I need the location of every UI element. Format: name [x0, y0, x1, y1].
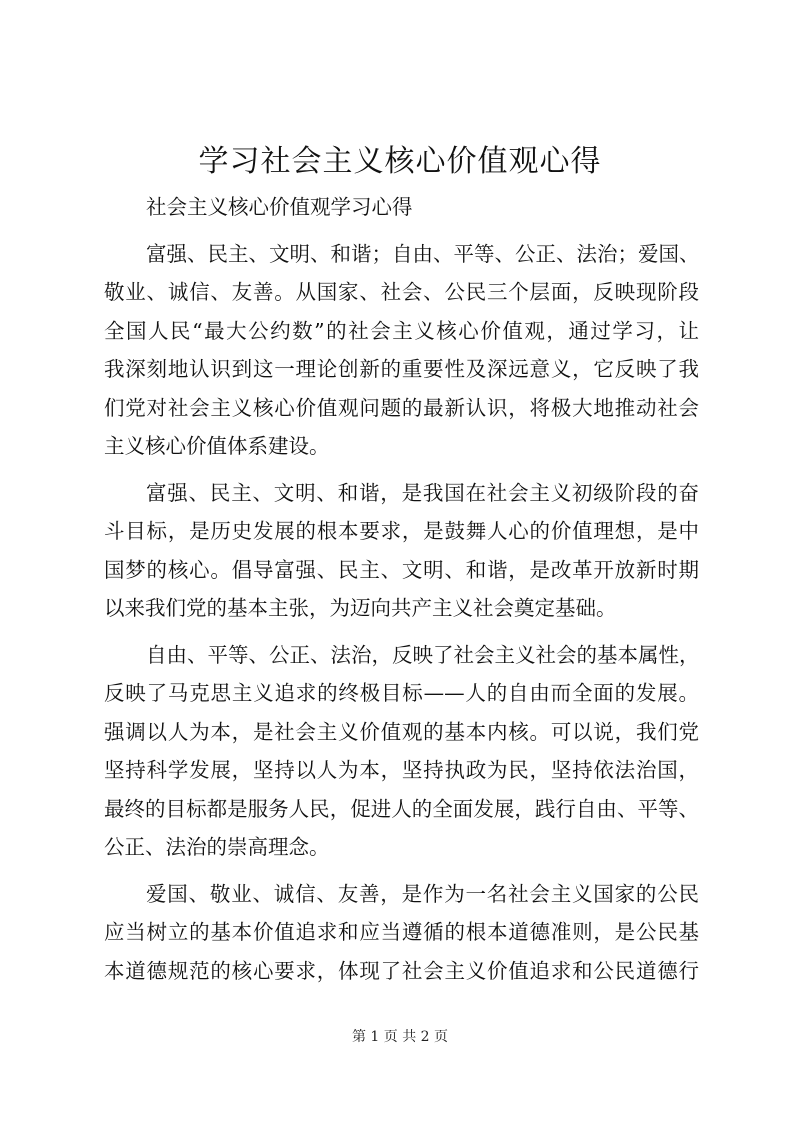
paragraph-gap: [104, 867, 699, 875]
paragraph-line: 我深刻地认识到这一理论创新的重要性及深远意义，它反映了我: [104, 357, 699, 381]
paragraph-line: 自由、平等、公正、法治，反映了社会主义社会的基本属性，: [146, 642, 700, 667]
paragraph-gap: [104, 628, 699, 636]
paragraph-line: 国梦的核心。倡导富强、民主、文明、和谐，是改革开放新时期: [104, 557, 699, 582]
paragraph-line: 全国人民“最大公约数”的社会主义核心价值观，通过学习，让: [104, 318, 699, 343]
subtitle-line: 社会主义核心价值观学习心得: [146, 195, 413, 219]
paragraph-line: 富强、民主、文明、和谐；自由、平等、公正、法治；爱国、: [146, 241, 700, 266]
paragraph-line: 富强、民主、文明、和谐，是我国在社会主义初级阶段的奋: [146, 480, 699, 505]
paragraph-line: 斗目标，是历史发展的根本要求，是鼓舞人心的价值理想，是中: [104, 519, 699, 543]
paragraph-line: 敬业、诚信、友善。从国家、社会、公民三个层面，反映现阶段: [104, 280, 699, 304]
document-body: [104, 188, 699, 990]
paragraph-line: 最终的目标都是服务人民，促进人的全面发展，践行自由、平等、: [104, 796, 699, 821]
paragraph-line: 应当树立的基本价值追求和应当遵循的根本道德准则，是公民基: [104, 920, 699, 944]
paragraph-gap: [104, 227, 699, 235]
paragraph-line: 爱国、敬业、诚信、友善，是作为一名社会主义国家的公民: [146, 881, 699, 906]
paragraph-line: 主义核心价值体系建设。: [104, 434, 330, 458]
paragraph-line: 本道德规范的核心要求，体现了社会主义价值追求和公民道德行: [104, 958, 699, 983]
paragraph-line: 坚持科学发展，坚持以人为本，坚持执政为民，坚持依法治国，: [104, 758, 699, 782]
page-number-footer: 第 1 页 共 2 页: [351, 1029, 449, 1045]
paragraph-line: 以来我们党的基本主张，为迈向共产主义社会奠定基础。: [104, 596, 617, 620]
paragraph-gap: [104, 466, 699, 474]
paragraph-line: 们党对社会主义核心价值观问题的最新认识，将极大地推动社会: [104, 395, 699, 420]
document-title: 学习社会主义核心价值观心得: [198, 144, 602, 179]
paragraph-line: 强调以人为本，是社会主义价值观的基本内核。可以说，我们党: [104, 719, 699, 744]
paragraph-line: 公正、法治的崇高理念。: [104, 835, 330, 859]
paragraph-line: 反映了马克思主义追求的终极目标——人的自由而全面的发展。: [104, 681, 699, 705]
